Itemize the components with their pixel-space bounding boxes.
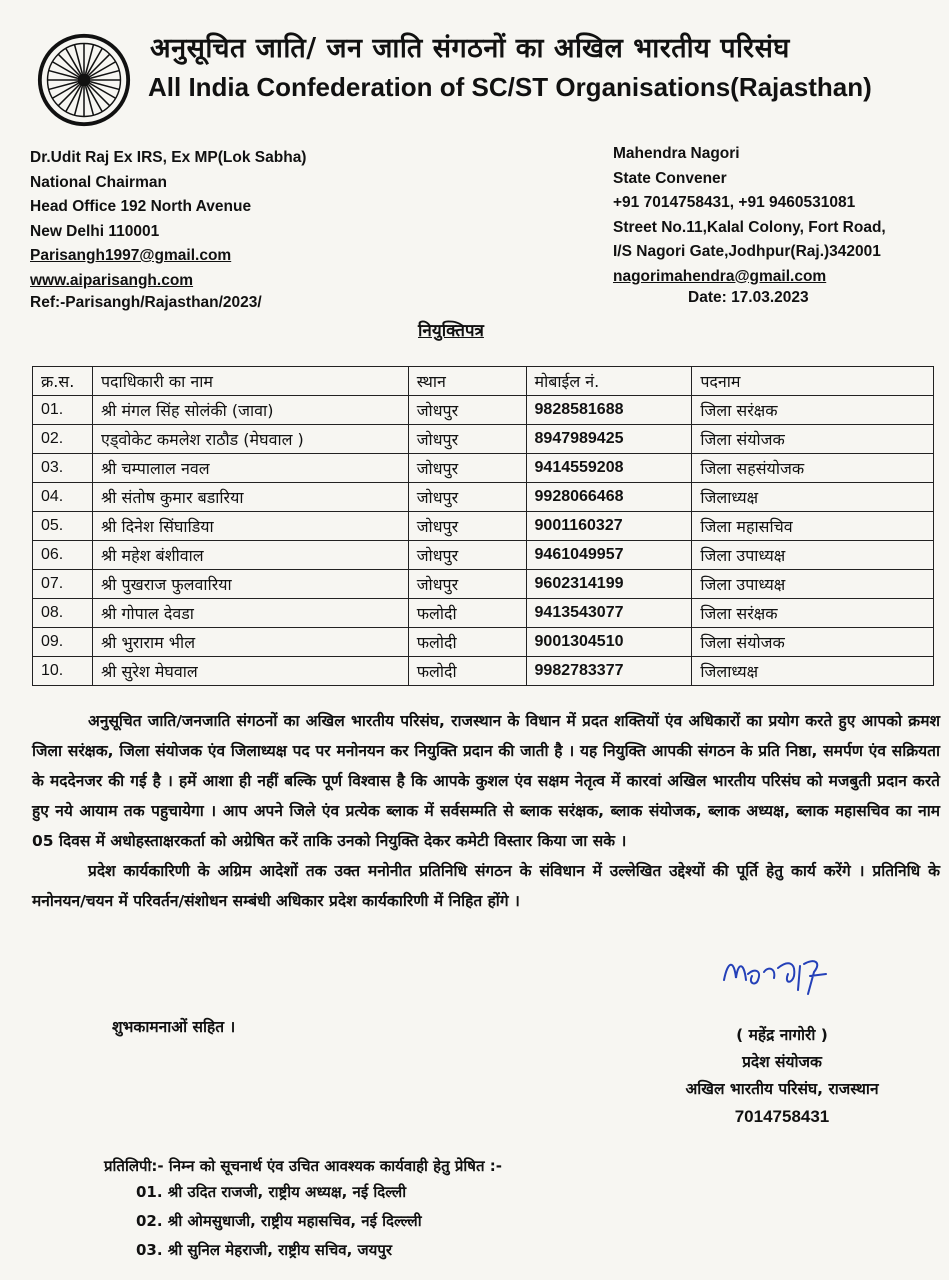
cell-serial: 02. bbox=[33, 425, 93, 454]
signatory-phone: 7014758431 bbox=[734, 1107, 830, 1126]
chairman-name: Dr.Udit Raj Ex IRS, Ex MP(Lok Sabha) bbox=[30, 149, 307, 166]
cell-mobile: 9461049957 bbox=[526, 541, 692, 570]
cell-designation: जिलाध्यक्ष bbox=[692, 483, 934, 512]
cell-mobile: 9001160327 bbox=[526, 512, 692, 541]
cell-place: जोधपुर bbox=[408, 570, 526, 599]
list-item: 02. श्री ओमसुधाजी, राष्ट्रीय महासचिव, नई दिल्ल्ली bbox=[136, 1212, 422, 1230]
cell-mobile: 8947989425 bbox=[526, 425, 692, 454]
cell-place: फलोदी bbox=[408, 628, 526, 657]
cell-designation: जिला संयोजक bbox=[692, 425, 934, 454]
table-row bbox=[33, 512, 934, 541]
convener-email-link[interactable]: nagorimahendra@gmail.com bbox=[613, 267, 827, 285]
table-row bbox=[33, 628, 934, 657]
cell-mobile: 9413543077 bbox=[526, 599, 692, 628]
website-link[interactable]: www.aiparisangh.com bbox=[30, 271, 194, 289]
table-row bbox=[33, 541, 934, 570]
cell-name: श्री सुरेश मेघवाल bbox=[92, 657, 408, 686]
cell-place: फलोदी bbox=[408, 599, 526, 628]
cell-designation: जिला सहसंयोजक bbox=[692, 454, 934, 483]
cell-mobile: 9982783377 bbox=[526, 657, 692, 686]
reference-number: Ref:-Parisangh/Rajasthan/2023/ bbox=[30, 294, 262, 311]
cell-serial: 09. bbox=[33, 628, 93, 657]
cell-mobile: 9414559208 bbox=[526, 454, 692, 483]
cell-designation: जिला उपाध्यक्ष bbox=[692, 541, 934, 570]
closing-greeting: शुभकामनाओं सहित । bbox=[112, 1018, 236, 1036]
body-paragraph-1: अनुसूचित जाति/जनजाति संगठनों का अखिल भारतीय परिसंघ, राजस्थान के विधान में प्रदत शक्तियों एंव अधिकारों का प्रयोग करते हुए आपको क्रमश जिला सरंक्षक, जिला संयोजक एंव जिलाध्यक्ष पद पर मनोनयन कर नियुक्ति प्रदान की जाती है । यह नियुक्ति आपकी संगठन के प्रति निष्ठा, समर्पण एंव सक्रियता के मददेनजर की गई है । हमें आशा ही नहीं बल्कि पूर्ण विश्वास है कि आपके कुशल एंव सक्षम नेतृत्व में कारवां अखिल भारतीय परिसंघ को मजबुती प्रदान करते हुए नये आयाम तक पहुचायेगा । आप अपने जिले एंव प्रत्येक ब्लाक में सर्वसम्मति से ब्लाक सरंक्षक, ब्लाक संयोजक, ब्लाक अध्यक्ष, ब्लाक महासचिव का नाम 05 दिवस में अधोहस्ताक्षरकर्ता को अग्रेषित करें ताकि उनको नियुक्ति देकर कमेटी विस्तार किया जा सके । bbox=[32, 712, 940, 850]
list-item: 03. श्री सुनिल मेहराजी, राष्ट्रीय सचिव, जयपुर bbox=[136, 1241, 393, 1259]
signatory-organisation: अखिल भारतीय परिसंघ, राजस्थान bbox=[685, 1080, 879, 1098]
cell-place: फलोदी bbox=[408, 657, 526, 686]
cell-serial: 07. bbox=[33, 570, 93, 599]
cell-name: श्री महेश बंशीवाल bbox=[92, 541, 408, 570]
letterhead-english-title: All India Confederation of SC/ST Organisations(Rajasthan) bbox=[148, 72, 872, 102]
cell-name: एड्वोकेट कमलेश राठौड (मेघवाल ) bbox=[92, 425, 408, 454]
cell-mobile: 9828581688 bbox=[526, 396, 692, 425]
handwritten-signature bbox=[718, 950, 838, 1000]
cell-name: श्री पुखराज फुलवारिया bbox=[92, 570, 408, 599]
cell-serial: 05. bbox=[33, 512, 93, 541]
header-designation: पदनाम bbox=[692, 367, 934, 396]
cell-name: श्री चम्पालाल नवल bbox=[92, 454, 408, 483]
document-heading: नियुक्तिपत्र bbox=[418, 321, 484, 341]
cell-designation: जिला महासचिव bbox=[692, 512, 934, 541]
body-paragraph-2: प्रदेश कार्यकारिणी के अग्रिम आदेशों तक उक्त मनोनीत प्रतिनिधि संगठन के संविधान में उल्लेखित उद्देश्यों की पूर्ति हेतु कार्य करेंगे । प्रतिनिधि के मनोनयन/चयन में परिवर्तन/संशोधन सम्बंधी अधिकार प्रदेश कार्यकारिणी में निहित होंगे । bbox=[32, 862, 940, 910]
sender-left-block bbox=[30, 146, 306, 293]
cell-serial: 06. bbox=[33, 541, 93, 570]
table-row bbox=[33, 425, 934, 454]
ashoka-chakra-icon bbox=[36, 32, 132, 128]
cell-designation: जिला संयोजक bbox=[692, 628, 934, 657]
header-place: स्थान bbox=[408, 367, 526, 396]
cell-name: श्री मंगल सिंह सोलंकी (जावा) bbox=[92, 396, 408, 425]
head-office-city: New Delhi 110001 bbox=[30, 222, 160, 240]
cell-place: जोधपुर bbox=[408, 483, 526, 512]
table-row bbox=[33, 570, 934, 599]
cell-mobile: 9928066468 bbox=[526, 483, 692, 512]
table-row bbox=[33, 454, 934, 483]
cell-serial: 01. bbox=[33, 396, 93, 425]
cell-place: जोधपुर bbox=[408, 512, 526, 541]
cell-name: श्री भुराराम भील bbox=[92, 628, 408, 657]
copy-to-intro: प्रतिलिपी:- निम्न को सूचनार्थ एंव उचित आवश्यक कार्यवाही हेतु प्रेषित :- bbox=[104, 1157, 502, 1175]
cell-serial: 10. bbox=[33, 657, 93, 686]
cell-name: श्री गोपाल देवडा bbox=[92, 599, 408, 628]
convener-designation: State Convener bbox=[613, 169, 727, 187]
cell-name: श्री दिनेश सिंघाडिया bbox=[92, 512, 408, 541]
cell-mobile: 9001304510 bbox=[526, 628, 692, 657]
letterhead-hindi-title: अनुसूचित जाति/ जन जाति संगठनों का अखिल भारतीय परिसंघ bbox=[150, 33, 790, 64]
cell-place: जोधपुर bbox=[408, 425, 526, 454]
table-row bbox=[33, 599, 934, 628]
letter-body bbox=[32, 706, 940, 916]
cell-serial: 04. bbox=[33, 483, 93, 512]
cell-place: जोधपुर bbox=[408, 541, 526, 570]
convener-address-line2: I/S Nagori Gate,Jodhpur(Raj.)342001 bbox=[613, 243, 881, 260]
table-row bbox=[33, 657, 934, 686]
convener-address-line1: Street No.11,Kalal Colony, Fort Road, bbox=[613, 218, 886, 236]
cell-designation: जिला उपाध्यक्ष bbox=[692, 570, 934, 599]
chairman-email-link[interactable]: Parisangh1997@gmail.com bbox=[30, 247, 232, 264]
cell-designation: जिलाध्यक्ष bbox=[692, 657, 934, 686]
table-row bbox=[33, 396, 934, 425]
signatory-designation: प्रदेश संयोजक bbox=[742, 1053, 822, 1071]
convener-phones: +91 7014758431, +91 9460531081 bbox=[613, 194, 856, 211]
cell-name: श्री संतोष कुमार बडारिया bbox=[92, 483, 408, 512]
cell-place: जोधपुर bbox=[408, 396, 526, 425]
cell-serial: 03. bbox=[33, 454, 93, 483]
table-row bbox=[33, 483, 934, 512]
header-name: पदाधिकारी का नाम bbox=[92, 367, 408, 396]
cell-mobile: 9602314199 bbox=[526, 570, 692, 599]
sender-right-block bbox=[613, 142, 886, 289]
copy-to-list bbox=[136, 1178, 422, 1265]
cell-designation: जिला सरंक्षक bbox=[692, 599, 934, 628]
appointments-table bbox=[32, 366, 934, 686]
list-item: 01. श्री उदित राजजी, राष्ट्रीय अध्यक्ष, नई दिल्ली bbox=[136, 1183, 407, 1201]
header-mobile: मोबाईल नं. bbox=[526, 367, 692, 396]
cell-place: जोधपुर bbox=[408, 454, 526, 483]
signatory-name: ( महेंद्र नागोरी ) bbox=[736, 1026, 828, 1044]
header-serial: क्र.स. bbox=[33, 367, 93, 396]
letter-date: Date: 17.03.2023 bbox=[688, 289, 809, 306]
convener-name: Mahendra Nagori bbox=[613, 145, 740, 162]
signatory-block bbox=[632, 1022, 932, 1130]
cell-designation: जिला सरंक्षक bbox=[692, 396, 934, 425]
table-header-row bbox=[33, 367, 934, 396]
head-office-address: Head Office 192 North Avenue bbox=[30, 198, 252, 215]
cell-serial: 08. bbox=[33, 599, 93, 628]
chairman-designation: National Chairman bbox=[30, 173, 167, 191]
